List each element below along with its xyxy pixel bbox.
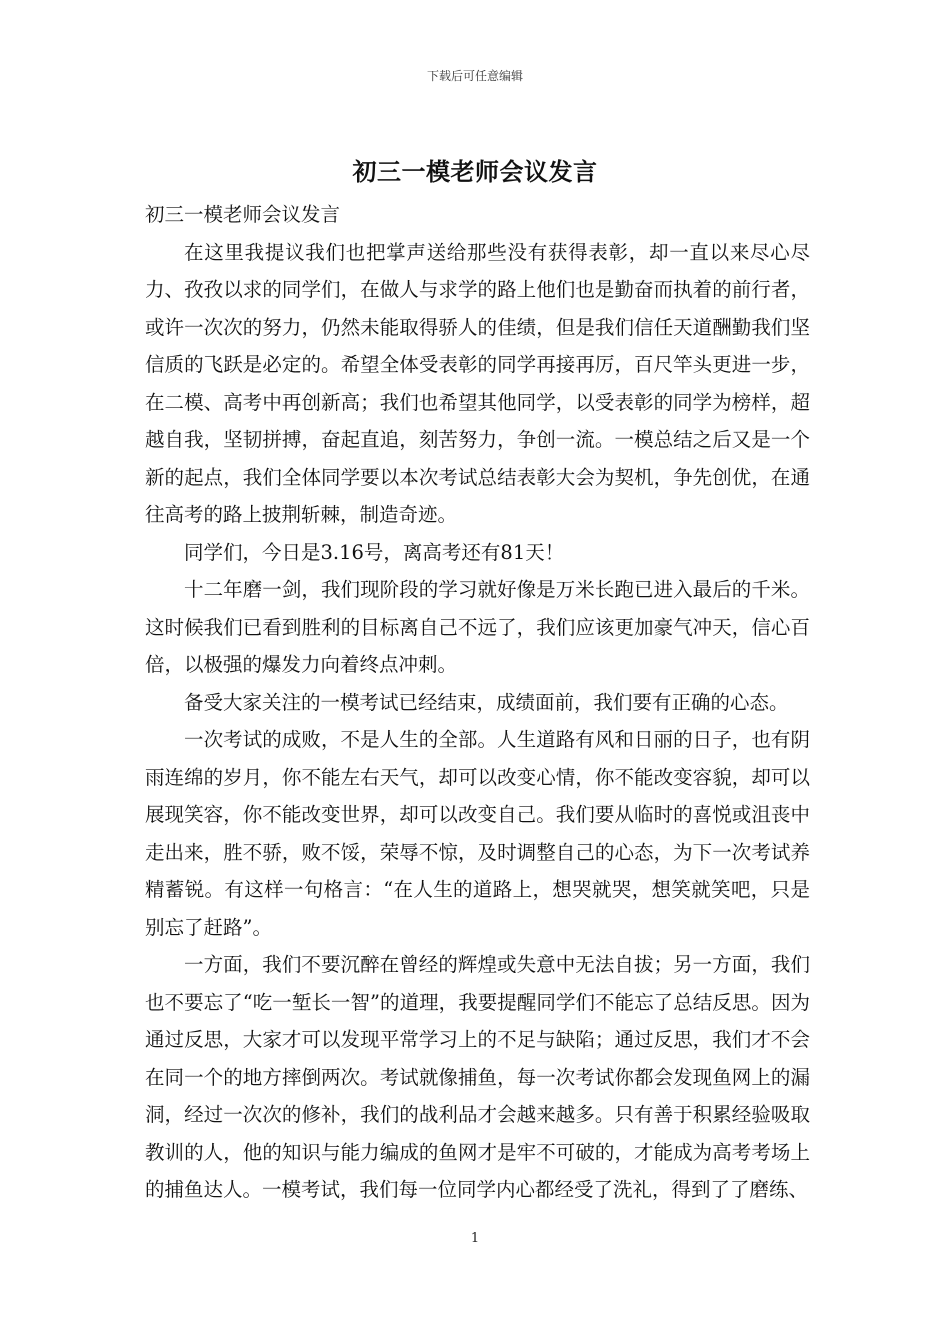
page-number: 1 (470, 1231, 480, 1246)
paragraph: 一方面，我们不要沉醉在曾经的辉煌或失意中无法自拔；另一方面，我们也不要忘了“吃一堑长一智”的道理，我要提醒同学们不能忘了总结反思。因为通过反思，大家才可以发现平常学习上的不足与缺陷；通过反思，我们才不会在同一个的地方摔倒两次。考试就像捕鱼，每一次考试你都会发现鱼网上的漏洞，经过一次次的修补，我们的战利品才会越来越多。只有善于积累经验吸取教训的人，他的知识与能力编成的鱼网才是牢不可破的，才能成为高考考场上的捕鱼达人。一模考试，我们每一位同学内心都经受了洗礼，得到了了磨练、 (145, 953, 810, 1201)
document-body (145, 196, 810, 1209)
paragraph: 在这里我提议我们也把掌声送给那些没有获得表彰，却一直以来尽心尽力、孜孜以求的同学们，在做人与求学的路上他们也是勤奋而执着的前行者，或许一次次的努力，仍然未能取得骄人的佳绩，但是我们信任天道酬勤我们坚信质的飞跃是必定的。希望全体受表彰的同学再接再厉，百尺竿头更进一步，在二模、高考中再创新高；我们也希望其他同学，以受表彰的同学为榜样，超越自我，坚韧拼搏，奋起直追，刻苦努力，争创一流。一模总结之后又是一个新的起点，我们全体同学要以本次考试总结表彰大会为契机，争先创优，在通往高考的路上披荆斩棘，制造奇迹。 (145, 240, 810, 526)
paragraph-subtitle: 初三一模老师会议发言 (145, 203, 341, 226)
header-note: 下载后可任意编辑 (426, 69, 523, 83)
document-title: 初三一模老师会议发言 (352, 157, 598, 186)
paragraph: 备受大家关注的一模考试已经结束，成绩面前，我们要有正确的心态。 (184, 690, 789, 714)
paragraph: 一次考试的成败，不是人生的全部。人生道路有风和日丽的日子，也有阴雨连绵的岁月，你不能左右天气，却可以改变心情，你不能改变容貌，却可以展现笑容，你不能改变世界，却可以改变自己。我们要从临时的喜悦或沮丧中走出来，胜不骄，败不馁，荣辱不惊，及时调整自己的心态，为下一次考试养精蓄锐。有这样一句格言：“在人生的道路上，想哭就哭，想笑就笑吧，只是别忘了赶路”。 (145, 728, 810, 939)
paragraph: 同学们，今日是3.16号，离高考还有81天！ (184, 540, 565, 564)
paragraph: 十二年磨一剑，我们现阶段的学习就好像是万米长跑已进入最后的千米。这时候我们已看到胜利的目标离自己不远了，我们应该更加豪气冲天，信心百倍，以极强的爆发力向着终点冲刺。 (145, 578, 810, 676)
